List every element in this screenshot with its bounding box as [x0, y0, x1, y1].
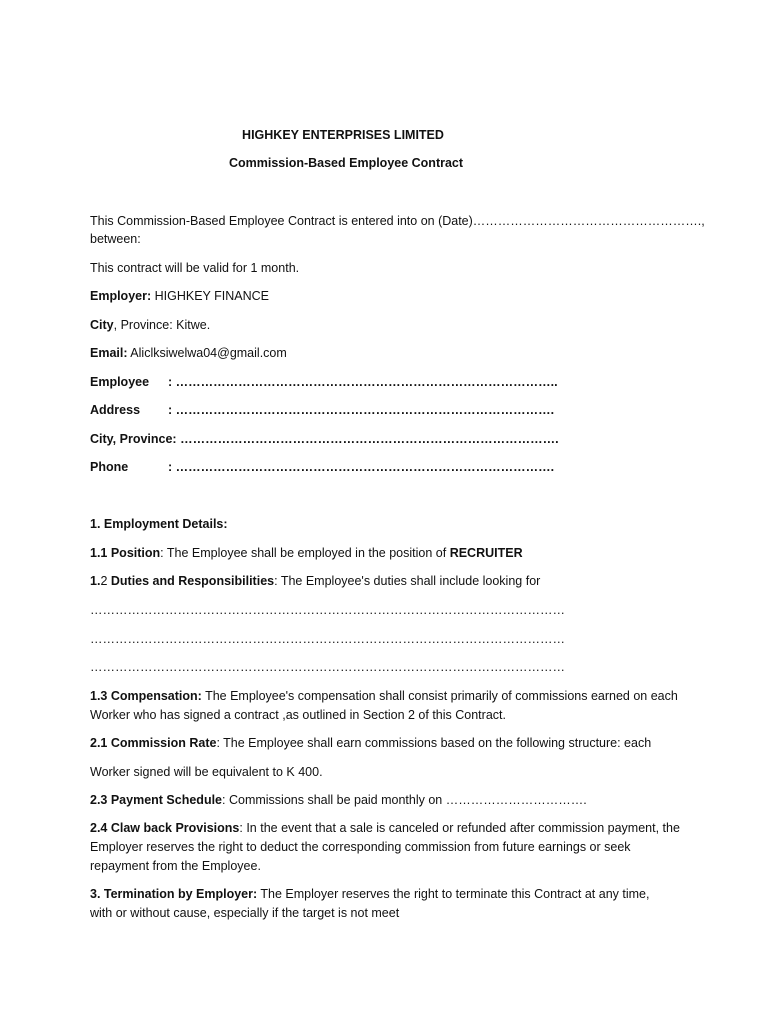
position-line [90, 544, 690, 563]
compensation-label: 1.3 Compensation: [90, 689, 202, 703]
city-line [90, 316, 690, 335]
clawback-line-3: repayment from the Employee. [90, 859, 261, 873]
duties-blank-line-2: …………………………………………………………………………………………………… [90, 632, 565, 646]
section-1-heading-text: 1. Employment Details: [90, 517, 228, 531]
position-label: 1.1 Position [90, 546, 161, 560]
employer-value: HIGHKEY FINANCE [151, 289, 269, 303]
clawback-text-1: : In the event that a sale is canceled or refunded after commission payment, the [239, 821, 680, 835]
compensation-text-1: The Employee's compensation shall consist primarily of commissions earned on each [201, 689, 678, 703]
section-1-heading [90, 515, 690, 534]
duties-blank-line-1: …………………………………………………………………………………………………… [90, 603, 565, 617]
employee-field-label: Employee [90, 375, 150, 389]
employer-line [90, 287, 690, 306]
position-value: RECRUITER [449, 546, 523, 560]
clawback-line-2: Employer reserves the right to deduct the corresponding commission from future earnings or seek [90, 840, 631, 854]
employer-label: Employer: [90, 289, 152, 303]
duties-line [90, 572, 690, 591]
duties-label: Duties and Responsibilities [110, 574, 275, 588]
duties-number-bold: 1. [90, 574, 101, 588]
city-value: , Province: Kitwe. [113, 318, 211, 332]
commission-rate-text: : The Employee shall earn commissions based on the following structure: each [216, 736, 652, 750]
address-field-label: Address [90, 403, 141, 417]
duties-number-rest: 2 [100, 574, 111, 588]
compensation-line-2: Worker who has signed a contract ,as outlined in Section 2 of this Contract. [90, 708, 506, 722]
email-line [90, 344, 690, 363]
termination-label: 3. Termination by Employer: [90, 887, 258, 901]
email-value: Aliclksiwelwa04@gmail.com [127, 346, 287, 360]
employee-field-value: : ……………………………………………………………………………….. [168, 375, 558, 389]
employee-field-row [90, 373, 690, 392]
phone-field-label: Phone [90, 460, 129, 474]
commission-rate-line [90, 734, 690, 753]
city-label: City [90, 318, 114, 332]
position-text: : The Employee shall be employed in the position of [160, 546, 450, 560]
intro-line-1: This Commission-Based Employee Contract is entered into on (Date)………………………………………………., [90, 214, 705, 228]
termination-line-1 [90, 885, 690, 904]
commission-rate-label: 2.1 Commission Rate [90, 736, 217, 750]
validity-line: This contract will be valid for 1 month. [90, 261, 300, 275]
payment-schedule-line [90, 791, 690, 810]
city-province-field-label: City, Province: [90, 432, 177, 446]
duties-text: : The Employee's duties shall include looking for [274, 574, 541, 588]
duties-blank-line-3: …………………………………………………………………………………………………… [90, 660, 565, 674]
clawback-line-1 [90, 819, 690, 838]
contract-title: Commission-Based Employee Contract [228, 156, 464, 170]
city-province-field-row [90, 430, 690, 449]
address-field-value: : ………………………………………………………………………………. [168, 403, 555, 417]
payment-schedule-label: 2.3 Payment Schedule [90, 793, 223, 807]
payment-schedule-text: : Commissions shall be paid monthly on ……………………………. [222, 793, 587, 807]
city-province-field-value: ………………………………………………………………………………. [176, 432, 559, 446]
company-name: HIGHKEY ENTERPRISES LIMITED [242, 128, 444, 142]
clawback-label: 2.4 Claw back Provisions [90, 821, 240, 835]
address-field-row [90, 401, 690, 420]
compensation-line-1 [90, 687, 690, 706]
termination-line-2: with or without cause, especially if the target is not meet [90, 906, 400, 920]
intro-line-2: between: [90, 232, 141, 246]
phone-field-value: : ………………………………………………………………………………. [168, 460, 555, 474]
phone-field-row [90, 458, 690, 477]
commission-rate-line-2: Worker signed will be equivalent to K 400. [90, 765, 323, 779]
email-label: Email: [90, 346, 128, 360]
termination-text-1: The Employer reserves the right to terminate this Contract at any time, [257, 887, 650, 901]
